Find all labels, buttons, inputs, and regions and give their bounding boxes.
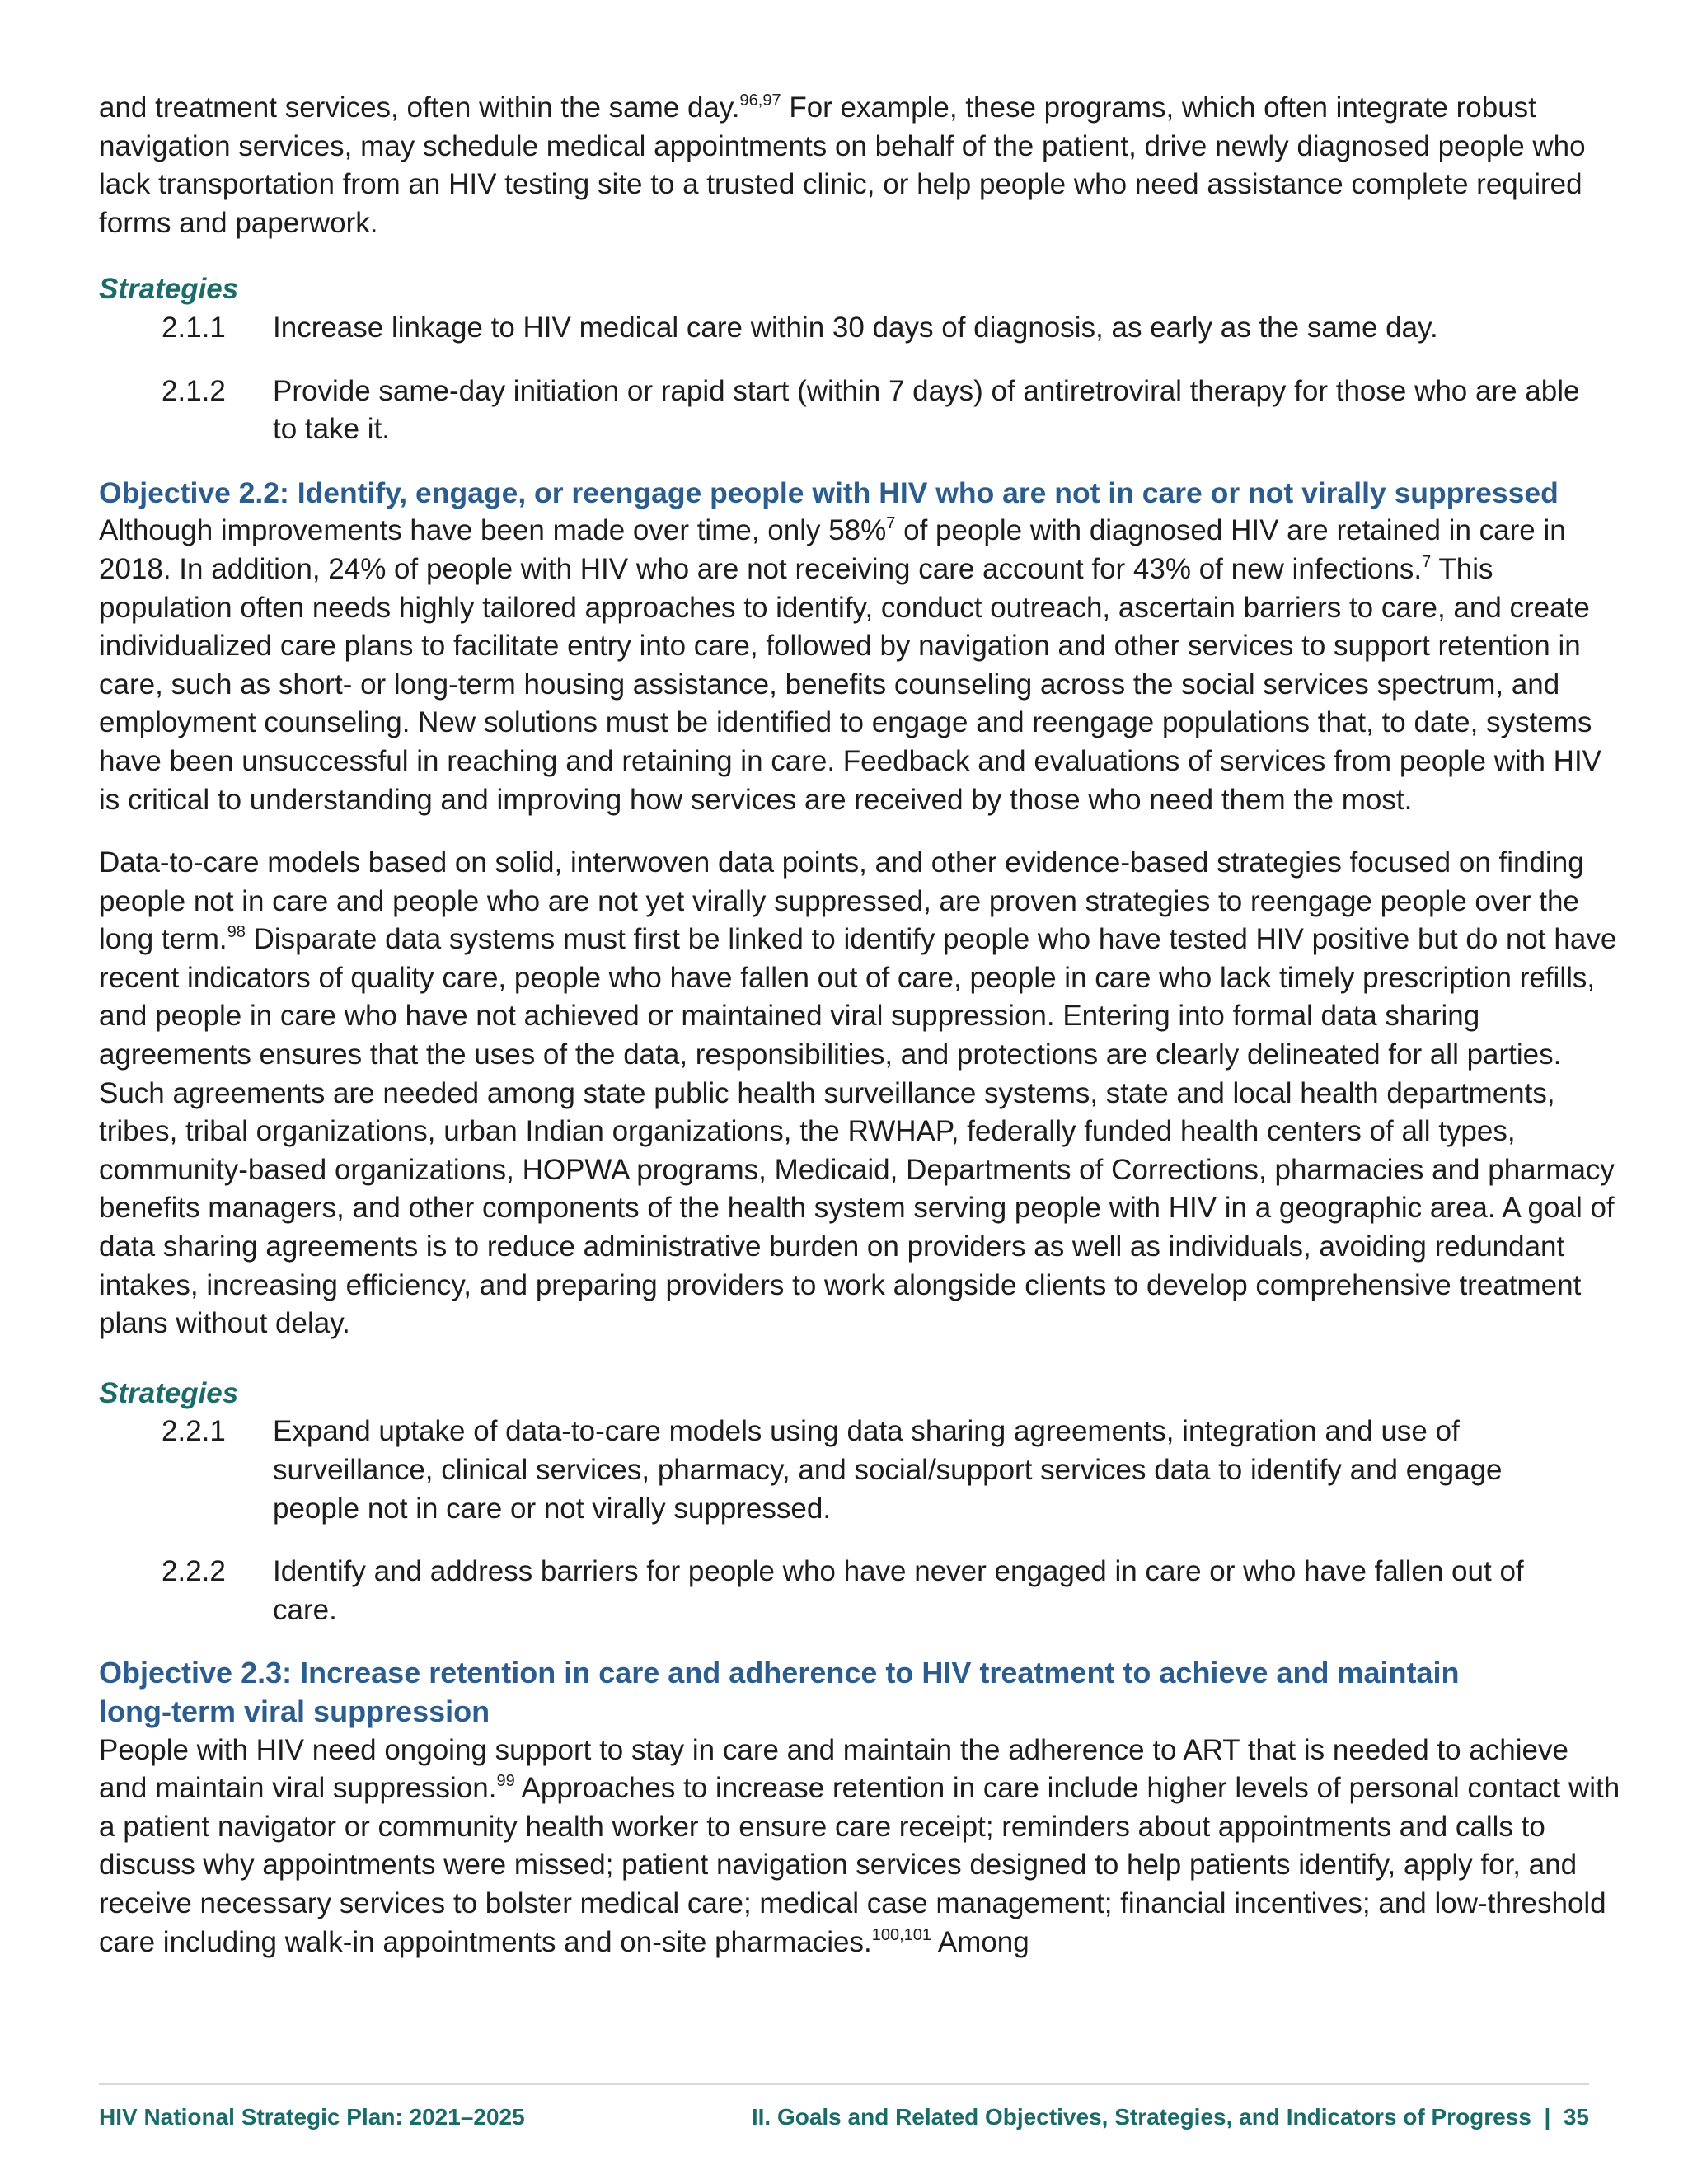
strategy-item-2-2-1	[99, 1413, 1624, 1528]
footnote-ref[interactable]: 99	[496, 1772, 515, 1791]
footnote-ref[interactable]: 7	[1422, 552, 1432, 571]
intro-text-b: For example, these programs, which often integrate robust navigation services, may schedule medical appointments on behalf of the patient, drive newly diagnosed people who lack transportation from an HIV testing site to a trusted clinic, or help people who need assistance complete required forms and paperwork.	[99, 91, 1586, 239]
objective-2-2-paragraph-2	[99, 844, 1624, 1343]
page-content	[99, 89, 1624, 1961]
paragraph-text: People with HIV need ongoing support to stay in care and maintain the adherence to ART that is needed to achieve and maintain viral suppression.	[99, 1733, 1568, 1805]
footnote-ref[interactable]: 96,97	[739, 91, 781, 110]
strategies-heading-2-2: Strategies	[99, 1376, 239, 1409]
footer-divider	[99, 2083, 1589, 2085]
footnote-ref[interactable]: 7	[886, 514, 896, 533]
strategy-number: 2.1.2	[162, 374, 226, 407]
strategy-item-2-1-1	[99, 309, 1624, 348]
strategy-item-2-1-2	[99, 373, 1624, 449]
objective-2-2-paragraph-1	[99, 512, 1624, 819]
paragraph-text: Among	[931, 1925, 1029, 1958]
paragraph-text: Disparate data systems must first be linked to identify people who have tested HIV positive but do not have recent indicators of quality care, people who have fallen out of care, people in care who lack timely prescription refills, and people in care who have not achieved or maintained viral suppression. Entering into formal data sharing agreements ensures that the uses of the data, responsibilities, and protections are clearly delineated for all parties. Such agreements are needed among state public health surveillance systems, state and local health departments, tribes, tribal organizations, urban Indian organizations, the RWHAP, federally funded health centers of all types, community-based organizations, HOPWA programs, Medicaid, Departments of Corrections, pharmacies and pharmacy benefits managers, and other components of the health system serving people with HIV in a geographic area. A goal of data sharing agreements is to reduce administrative burden on providers as well as individuals, avoiding redundant intakes, increasing efficiency, and preparing providers to work alongside clients to develop comprehensive treatment plans without delay.	[99, 923, 1617, 1340]
footer-section-page-number: II. Goals and Related Objectives, Strategies, and Indicators of Progress | 35	[751, 2104, 1589, 2130]
strategy-text: Increase linkage to HIV medical care within 30 days of diagnosis, as early as the same day.	[273, 311, 1438, 344]
paragraph-text: Approaches to increase retention in care include higher levels of personal contact with a patient navigator or community health worker to ensure care receipt; reminders about appointments and calls to discuss why appointments were missed; patient navigation services designed to help patients identify, apply for, and receive necessary services to bolster medical care; medical case management; financial incentives; and low-threshold care including walk-in appointments and on-site pharmacies.	[99, 1772, 1620, 1958]
paragraph-text: of people with diagnosed HIV are retained in care in 2018. In addition, 24% of people with HIV who are not receiving care account for 43% of new infections.	[99, 514, 1566, 585]
footnote-ref[interactable]: 100,101	[871, 1925, 932, 1944]
strategies-heading-2-1: Strategies	[99, 273, 239, 306]
objective-2-3-paragraph-1	[99, 1732, 1624, 1962]
objective-2-2-heading: Objective 2.2: Identify, engage, or reengage people with HIV who are not in care or not virally suppressed	[99, 476, 1559, 509]
strategy-text: Expand uptake of data-to-care models using data sharing agreements, integration and use of surveillance, clinical services, pharmacy, and social/support services data to identify and engage people not in care or not virally suppressed.	[273, 1415, 1503, 1525]
footer-document-title: HIV National Strategic Plan: 2021–2025	[99, 2104, 525, 2130]
strategy-item-2-2-2	[99, 1553, 1624, 1629]
paragraph-text: This population often needs highly tailored approaches to identify, conduct outreach, ascertain barriers to care, and create individualized care plans to facilitate entry into care, followed by navigation and other services to support retention in care, such as short- or long-term housing assistance, benefits counseling across the social services spectrum, and employment counseling. New solutions must be identified to engage and reengage populations that, to date, systems have been unsuccessful in reaching and retaining in care. Feedback and evaluations of services from people with HIV is critical to understanding and improving how services are received by those who need them the most.	[99, 552, 1602, 816]
objective-2-3-heading: Objective 2.3: Increase retention in care and adherence to HIV treatment to achieve and maintain long-term viral suppression	[99, 1656, 1460, 1728]
strategy-number: 2.2.1	[162, 1415, 226, 1448]
intro-text-a: and treatment services, often within the same day.	[99, 91, 740, 124]
paragraph-text: Data-to-care models based on solid, interwoven data points, and other evidence-based strategies focused on finding people not in care and people who are not yet virally suppressed, are proven strategies to reengage people over the long term.	[99, 846, 1584, 956]
paragraph-text: Although improvements have been made over time, only 58%	[99, 514, 887, 547]
intro-paragraph	[99, 89, 1625, 242]
strategy-number: 2.1.1	[162, 311, 226, 344]
footnote-ref[interactable]: 98	[227, 923, 246, 942]
strategy-text: Provide same-day initiation or rapid start (within 7 days) of antiretroviral therapy for those who are able to take it.	[273, 374, 1580, 446]
strategy-text: Identify and address barriers for people who have never engaged in care or who have fallen out of care.	[273, 1555, 1524, 1626]
strategy-number: 2.2.2	[162, 1555, 226, 1588]
